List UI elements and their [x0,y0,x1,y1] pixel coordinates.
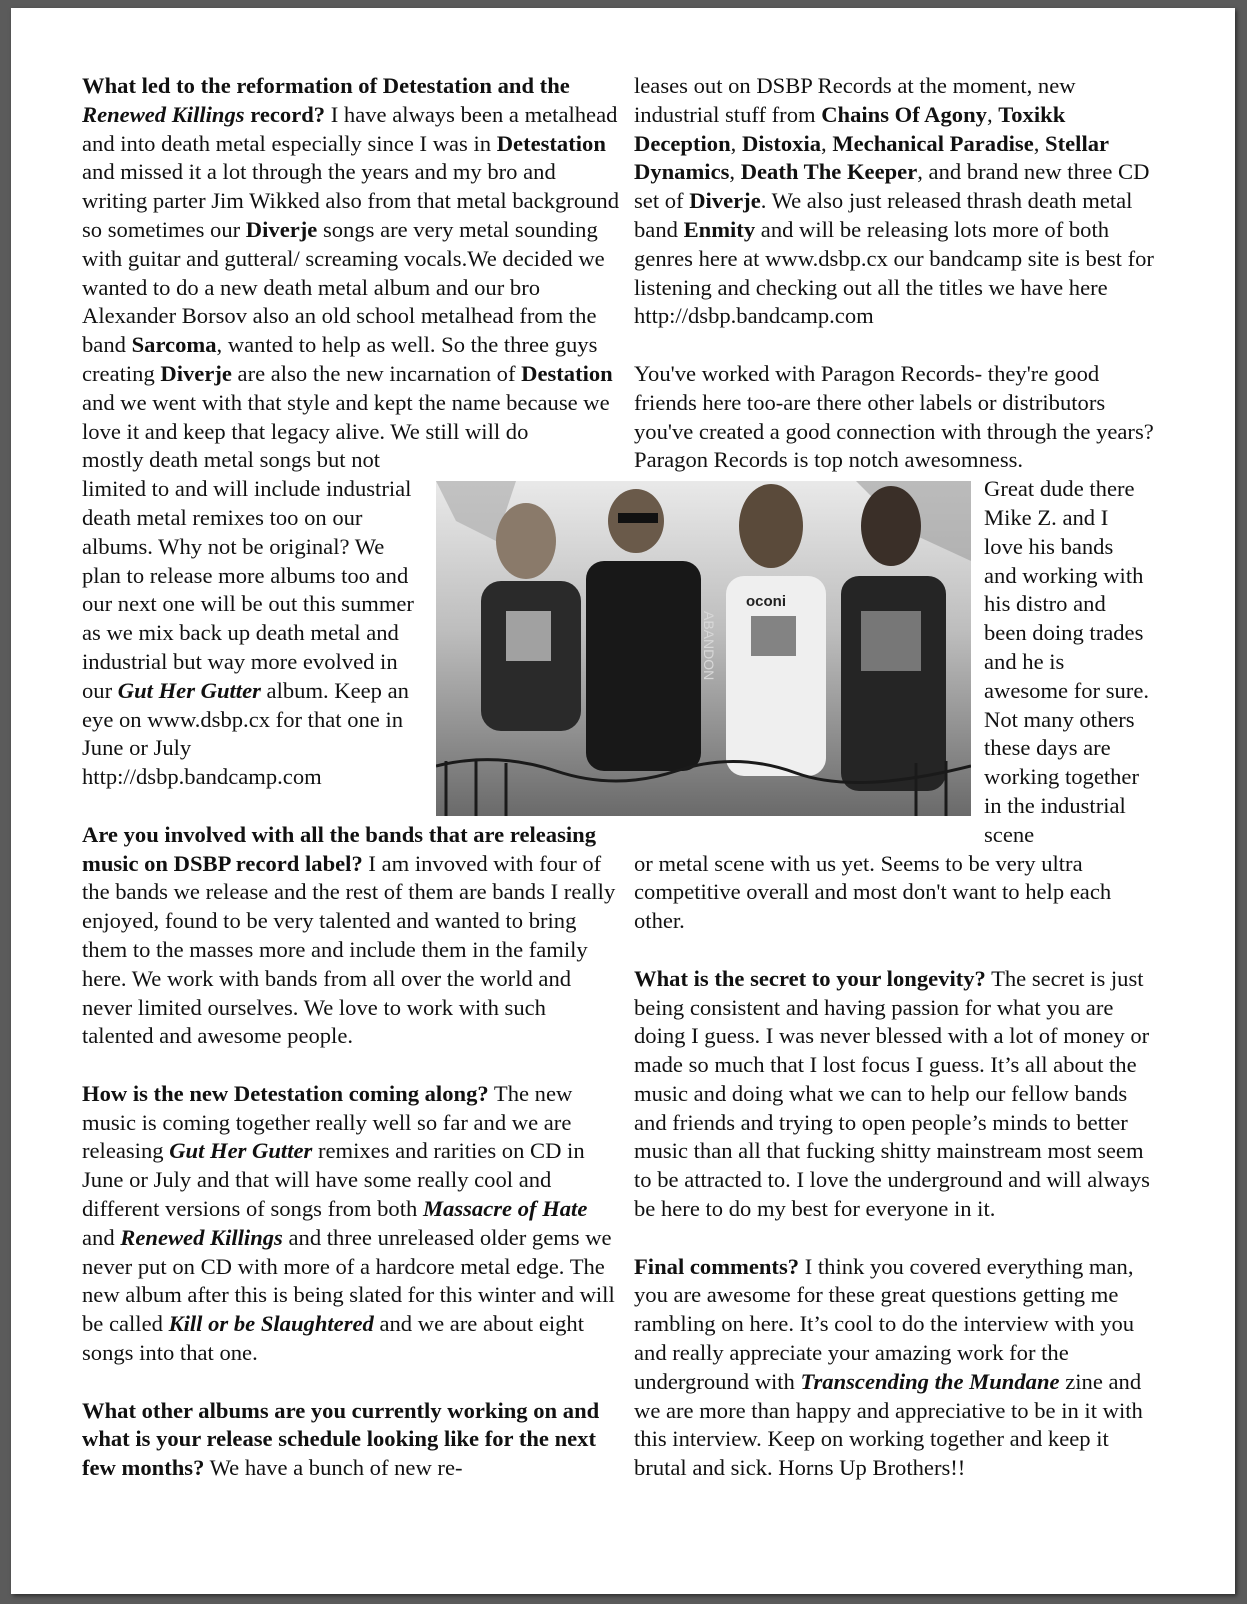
question: Final comments? [634,1253,800,1279]
document-page [11,8,1235,1594]
answer-reformation: What led to the reformation of Detestation and the Renewed Killings record? I have always been a metalhead and into death metal especially since I was in Detestation and missed it a lot through the years and my bro and writing parter Jim Wikked also from that metal background so sometimes our Diverje songs are very metal sounding with guitar and gutteral/ screaming vocals.We decided we wanted to do a new death metal album and our bro Alexander Borsov also an old school metalhead from the band Sarcoma, wanted to help as well. So the three guys creating Diverje are also the new incarnation of Destation and we went with that style and kept the name because we love it and keep that legacy alive. We still will do [82,73,620,444]
answer-longevity: What is the secret to your longevity? The secret is just being consistent and having passion for what you are doing I guess. I was never blessed with a lot of money or made so much that I lost focus I guess. It’s all about the music and doing what we can to help our fellow bands and friends and trying to open people’s minds to better music than all that fucking shitty mainstream most seem to be attracted to. I love the underground and will always be here to do my best for everyone in it. [634,965,1150,1222]
answer-paragon: You've worked with Paragon Records- they're good friends here too-are there other labels or distributors you've created a good connection with through the years? Paragon Records is top notch awesomness. [634,360,1154,473]
answer-other-albums: What other albums are you currently working on and what is your release schedule looking like for the next few months? We have a bunch of new re- [82,1397,600,1481]
question: Are you involved with all the bands that are releasing music on DSBP record label? [82,821,597,876]
answer-releases: leases out on DSBP Records at the moment, new industrial stuff from Chains Of Agony, Toxikk Deception, Distoxia, Mechanical Paradise, Stellar Dynamics, Death The Keeper, and brand new three CD set of Diverje. We also just released thrash death metal band Enmity and will be releasing lots more of both genres here at www.dsbp.cx our bandcamp site is best for listening and checking out all the titles we have here http://dsbp.bandcamp.com [634,73,1154,329]
shirt-text-abandon: ABANDON [701,611,717,681]
answer-involved: Are you involved with all the bands that are releasing music on DSBP record label? I am invoved with four of the bands we release and the rest of them are bands I really enjoyed, found to be very talented and wanted to bring them to the masses more and include them in the family here. We work with bands from all over the world and never limited ourselves. We love to work with such talented and awesome people. [82,821,616,1049]
answer-reformation-wrap: mostly death metal songs but not limited to and will include industrial death metal remixes too on our albums. Why not be original? We plan to release more albums too and our next one will be out this summer as we mix back up death metal and industrial but way more evolved in our Gut Her Gutter album. Keep an eye on www.dsbp.cx for that one in June or July http://dsbp.bandcamp.com [82,447,414,790]
question: What other albums are you currently working on and what is your release schedule looking like for the next few months? [82,1397,600,1481]
question: What led to the reformation of Detestation and the Renewed Killings record? [82,73,570,127]
answer-new-detestation: How is the new Detestation coming along? The new music is coming together really well so far and we are releasing Gut Her Gutter remixes and rarities on CD in June or July and that will have some really cool and different versions of songs from both Massacre of Hate and Renewed Killings and three unreleased older gems we never put on CD with more of a hardcore metal edge. The new album after this is being slated for this winter and will be called Kill or be Slaughtered and we are about eight songs into that one. [82,1080,615,1366]
answer-paragon-end: or metal scene with us yet. Seems to be very ultra competitive overall and most don't want to help each other. [634,850,1112,934]
question: What is the secret to your longevity? [634,965,986,991]
band-photo-illustration [436,481,971,816]
answer-final: Final comments? I think you covered everything man, you are awesome for these great questions getting me rambling on here. It’s cool to do the interview with you and really appreciate your amazing work for the underground with Transcending the Mundane zine and we are more than happy and appreciative to be in it with this interview. Keep on working together and keep it brutal and sick. Horns Up Brothers!! [634,1253,1143,1481]
question: How is the new Detestation coming along? [82,1080,489,1106]
answer-paragon-wrap: Great dude there Mike Z. and I love his bands and working with his distro and been doing trades and he is awesome for sure. Not many others these days are working together in the industrial scene [984,476,1149,847]
shirt-text-band: oconi [746,593,786,610]
band-photo [436,481,971,816]
